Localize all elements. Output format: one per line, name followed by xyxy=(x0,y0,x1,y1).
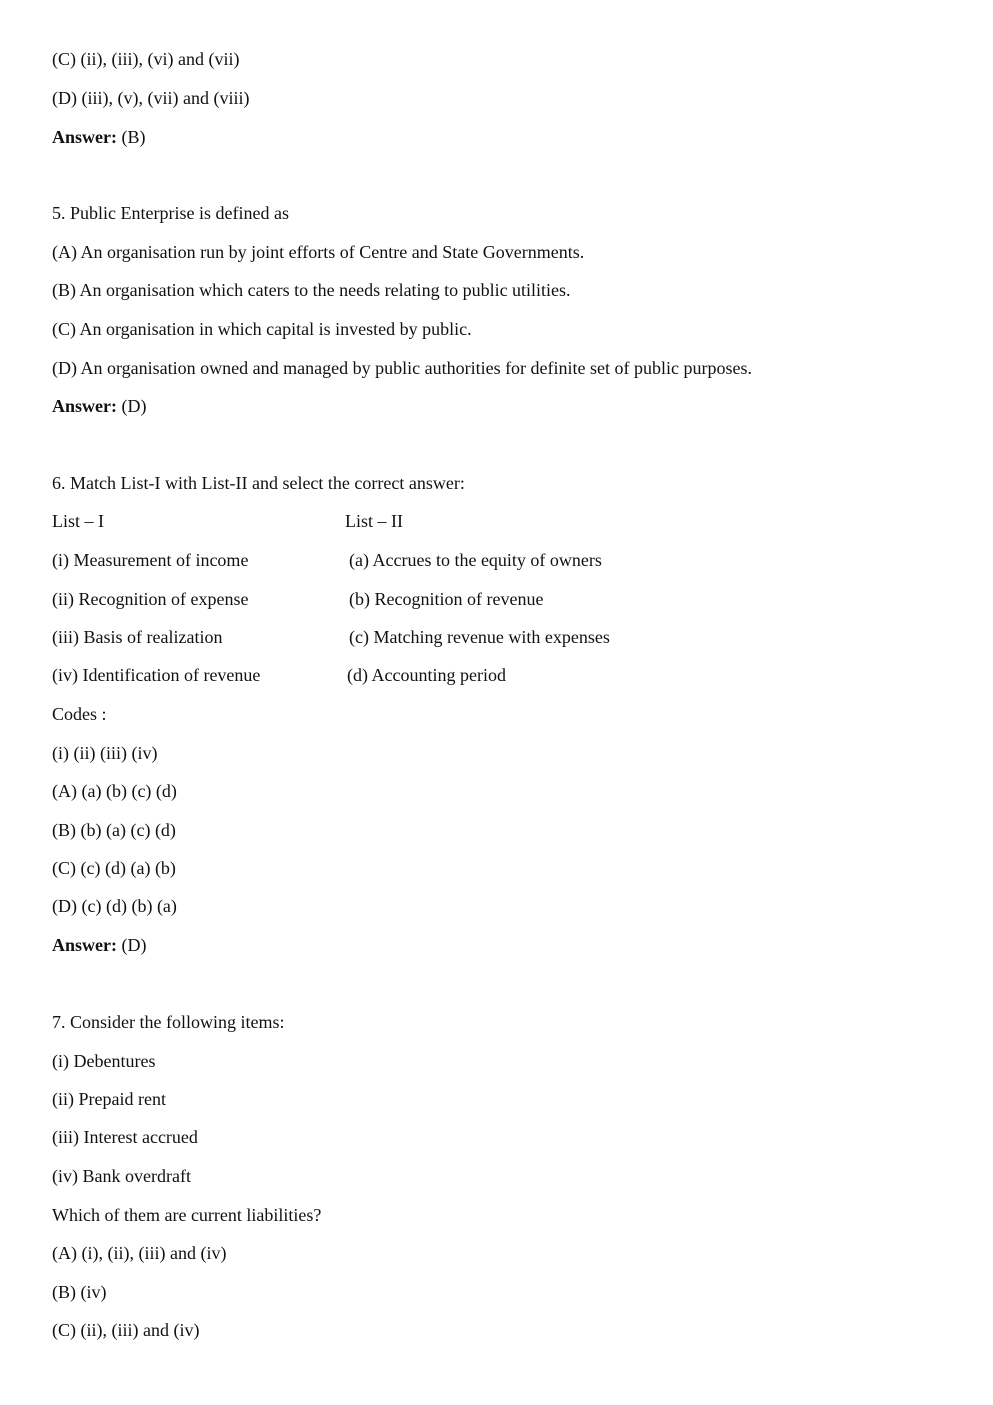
q5-option-b: (B) An organisation which caters to the needs relating to public utilities. xyxy=(52,280,571,300)
q6-codes-header: (i) (ii) (iii) (iv) xyxy=(52,743,158,763)
q6-option-a: (A) (a) (b) (c) (d) xyxy=(52,781,177,801)
answer-value: (D) xyxy=(121,935,147,955)
q6-row-right: (a) Accrues to the equity of owners xyxy=(349,550,602,570)
q6-codes-label: Codes : xyxy=(52,704,107,724)
q5-question: 5. Public Enterprise is defined as xyxy=(52,203,289,223)
q7-item: (iv) Bank overdraft xyxy=(52,1166,191,1186)
answer-label: Answer: xyxy=(52,127,117,147)
answer-label: Answer: xyxy=(52,396,117,416)
q5-option-c: (C) An organisation in which capital is invested by public. xyxy=(52,319,472,339)
prev-option-d: (D) (iii), (v), (vii) and (viii) xyxy=(52,88,250,108)
q6-row-left: (i) Measurement of income xyxy=(52,550,249,570)
q6-row-right: (c) Matching revenue with expenses xyxy=(349,627,610,647)
q6-row-left: (ii) Recognition of expense xyxy=(52,589,249,609)
q6-option-b: (B) (b) (a) (c) (d) xyxy=(52,820,176,840)
q7-question: 7. Consider the following items: xyxy=(52,1012,285,1032)
q7-option-a: (A) (i), (ii), (iii) and (iv) xyxy=(52,1243,227,1263)
answer-value: (D) xyxy=(121,396,147,416)
q6-row-right: (d) Accounting period xyxy=(347,665,506,685)
q6-option-d: (D) (c) (d) (b) (a) xyxy=(52,896,177,916)
q6-question: 6. Match List-I with List-II and select the correct answer: xyxy=(52,473,465,493)
q6-option-c: (C) (c) (d) (a) (b) xyxy=(52,858,176,878)
q6-list1-header: List – I xyxy=(52,511,104,531)
prev-answer xyxy=(52,126,146,148)
q7-item: (i) Debentures xyxy=(52,1051,156,1071)
q7-item: (iii) Interest accrued xyxy=(52,1127,198,1147)
q6-row-left: (iii) Basis of realization xyxy=(52,627,223,647)
q6-list2-header: List – II xyxy=(345,511,403,531)
q6-row-left: (iv) Identification of revenue xyxy=(52,665,261,685)
q7-option-c: (C) (ii), (iii) and (iv) xyxy=(52,1320,200,1340)
q5-option-d: (D) An organisation owned and managed by public authorities for definite set of public purposes. xyxy=(52,358,753,378)
q6-answer xyxy=(52,934,147,956)
q7-prompt: Which of them are current liabilities? xyxy=(52,1205,322,1225)
answer-value: (B) xyxy=(121,127,146,147)
answer-label: Answer: xyxy=(52,935,117,955)
q5-answer xyxy=(52,395,147,417)
prev-option-c: (C) (ii), (iii), (vi) and (vii) xyxy=(52,49,240,69)
q6-row-right: (b) Recognition of revenue xyxy=(349,589,544,609)
q5-option-a: (A) An organisation run by joint efforts of Centre and State Governments. xyxy=(52,242,585,262)
q7-option-b: (B) (iv) xyxy=(52,1282,107,1302)
q7-item: (ii) Prepaid rent xyxy=(52,1089,166,1109)
